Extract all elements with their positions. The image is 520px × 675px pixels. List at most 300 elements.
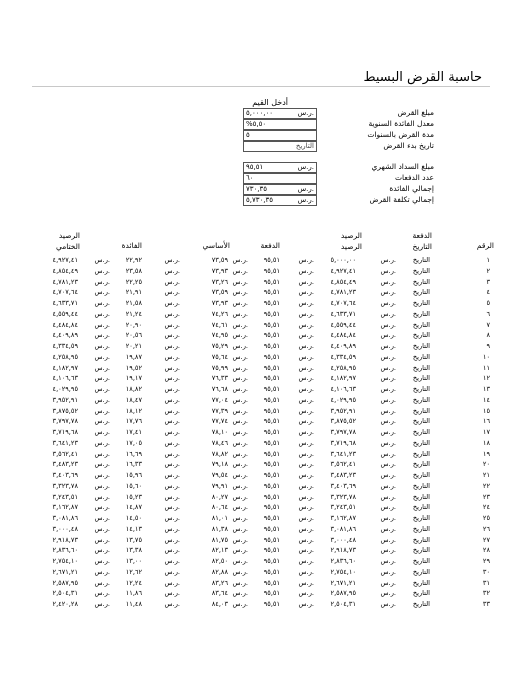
cell-payment-currency: ر.س. (298, 256, 314, 264)
cell-date: التاريخ (412, 471, 430, 479)
cell-principal-currency-b: ر.س. (164, 449, 180, 458)
cell-principal-currency-b: ر.س. (164, 288, 180, 297)
cell-date: التاريخ (412, 589, 430, 598)
cell-payment-currency: ر.س. (298, 320, 314, 329)
cell-payment-currency: ر.س. (298, 342, 314, 350)
loan-amount-field[interactable] (243, 108, 317, 119)
cell-date: التاريخ (412, 277, 430, 286)
cell-date: التاريخ (412, 342, 430, 350)
cell-begin-currency: ر.س. (380, 352, 396, 361)
cell-principal-currency-b: ر.س. (164, 567, 180, 576)
cell-principal-currency-b: ر.س. (164, 320, 180, 329)
cell-ending-balance: ٤,٤٨٤,٨٤ (52, 320, 78, 329)
cell-end-currency: ر.س. (94, 460, 110, 469)
table-row (0, 373, 520, 383)
cell-begin-balance: ٤,٧٨١,٢٣ (330, 288, 356, 297)
cell-principal: ٧٥,٩٩ (211, 363, 228, 372)
cell-principal: ٨١,٣٨ (211, 524, 228, 533)
cell-end-currency: ر.س. (94, 406, 110, 415)
cell-principal: ٧٤,٩٥ (211, 331, 228, 340)
cell-begin-currency: ر.س. (380, 557, 396, 565)
table-row (0, 341, 520, 351)
interest-rate-field[interactable] (243, 119, 317, 130)
cell-principal: ٧٣,٢٦ (211, 277, 228, 286)
cell-date: التاريخ (412, 299, 430, 307)
cell-principal-currency: ر.س. (232, 299, 248, 307)
cell-payment: ٩٥,٥١ (263, 385, 280, 393)
loan-amount-currency: ر.س. (297, 109, 314, 117)
cell-principal-currency: ر.س. (232, 385, 248, 393)
cell-number: ٢٥ (482, 514, 490, 522)
cell-end-currency: ر.س. (94, 363, 110, 372)
cell-end-currency: ر.س. (94, 395, 110, 404)
cell-ending-balance: ٢,٤٢٠,٢٨ (52, 600, 78, 608)
cell-principal-currency-b: ر.س. (164, 406, 180, 415)
cell-number: ٢١ (482, 471, 490, 479)
cell-number: ٤ (486, 288, 490, 297)
cell-begin-balance: ٤,٠٢٩,٩٥ (330, 395, 356, 404)
cell-begin-balance: ٢,٧٥٤,١٠ (330, 567, 356, 576)
cell-begin-balance: ٣,٣٢٣,٧٨ (330, 492, 356, 501)
cell-interest: ١٥,٩٦ (125, 471, 142, 479)
table-row (0, 449, 520, 459)
cell-payment-currency: ر.س. (298, 374, 314, 383)
cell-begin-currency: ر.س. (380, 514, 396, 522)
cell-ending-balance: ٣,٦٤١,٢٣ (52, 438, 78, 447)
cell-ending-balance: ٤,٩٢٧,٤١ (52, 256, 78, 264)
cell-payment-currency: ر.س. (298, 309, 314, 318)
cell-ending-balance: ٣,٨٧٥,٥٢ (52, 406, 78, 415)
cell-interest: ٢١,٩١ (125, 288, 142, 297)
cell-begin-balance: ٢,٥٠٤,٣١ (330, 600, 356, 608)
cell-date: التاريخ (412, 363, 430, 372)
cell-interest: ١٩,٥٢ (125, 363, 142, 372)
total-interest-currency: ر.س. (297, 185, 314, 193)
loan-amount-label: مبلغ القرض (397, 108, 434, 117)
cell-principal-currency: ر.س. (232, 471, 248, 479)
cell-end-currency: ر.س. (94, 492, 110, 501)
loan-amount-value: ٥,٠٠٠,٠٠ (246, 109, 274, 117)
cell-principal: ٨٢,٥٠ (211, 557, 228, 565)
cell-begin-balance: ٣,٤٨٣,٢٣ (330, 471, 356, 479)
cell-begin-currency: ر.س. (380, 503, 396, 512)
cell-payment-currency: ر.س. (298, 471, 314, 479)
cell-end-currency: ر.س. (94, 374, 110, 383)
cell-begin-balance: ٢,٥٨٧,٩٥ (330, 589, 356, 598)
cell-date: التاريخ (412, 309, 430, 318)
cell-number: ٢٦ (482, 524, 490, 533)
cell-ending-balance: ٤,٦٣٣,٧١ (52, 299, 78, 307)
cell-begin-balance: ٣,١٦٢,٨٧ (330, 514, 356, 522)
cell-date: التاريخ (412, 320, 430, 329)
table-row (0, 363, 520, 373)
cell-principal-currency: ر.س. (232, 600, 248, 608)
cell-principal-currency: ر.س. (232, 320, 248, 329)
cell-end-currency: ر.س. (94, 417, 110, 426)
cell-number: ٢٤ (482, 503, 490, 512)
cell-begin-currency: ر.س. (380, 288, 396, 297)
payment-count-value: ٦٠ (246, 174, 254, 182)
cell-payment-currency: ر.س. (298, 277, 314, 286)
cell-begin-currency: ر.س. (380, 309, 396, 318)
cell-payment: ٩٥,٥١ (263, 288, 280, 297)
cell-interest: ١٥,٢٣ (125, 492, 142, 501)
cell-begin-currency: ر.س. (380, 578, 396, 587)
table-row (0, 599, 520, 609)
cell-principal: ٧٣,٥٩ (211, 256, 228, 264)
cell-principal: ٧٩,٥٤ (211, 471, 228, 479)
cell-principal-currency: ر.س. (232, 428, 248, 436)
cell-payment: ٩٥,٥١ (263, 589, 280, 598)
table-row (0, 567, 520, 577)
cell-principal: ٨٣,٢٦ (211, 578, 228, 587)
table-row (0, 492, 520, 502)
cell-interest: ١٦,٣٣ (125, 460, 142, 469)
cell-payment: ٩٥,٥١ (263, 363, 280, 372)
cell-principal-currency: ر.س. (232, 557, 248, 565)
cell-begin-currency: ر.س. (380, 395, 396, 404)
payment-count-field (243, 173, 317, 184)
cell-principal-currency-b: ر.س. (164, 524, 180, 533)
cell-principal-currency: ر.س. (232, 589, 248, 598)
cell-end-currency: ر.س. (94, 449, 110, 458)
cell-principal-currency-b: ر.س. (164, 352, 180, 361)
cell-begin-currency: ر.س. (380, 438, 396, 447)
cell-payment: ٩٥,٥١ (263, 374, 280, 383)
cell-ending-balance: ٤,٢٥٨,٩٥ (52, 352, 78, 361)
cell-payment-currency: ر.س. (298, 567, 314, 576)
cell-date: التاريخ (412, 460, 430, 469)
cell-begin-currency: ر.س. (380, 471, 396, 479)
cell-begin-balance: ٢,٩١٨,٧٣ (330, 546, 356, 555)
cell-principal-currency-b: ر.س. (164, 492, 180, 501)
cell-ending-balance: ٢,٦٧١,٢١ (52, 567, 78, 576)
cell-begin-currency: ر.س. (380, 428, 396, 436)
cell-end-currency: ر.س. (94, 385, 110, 393)
cell-payment-currency: ر.س. (298, 481, 314, 490)
cell-begin-currency: ر.س. (380, 320, 396, 329)
start-date-value: التاريخ (295, 142, 314, 150)
cell-begin-currency: ر.س. (380, 524, 396, 533)
cell-payment-currency: ر.س. (298, 589, 314, 598)
cell-ending-balance: ٣,٢٤٣,٥١ (52, 492, 78, 501)
cell-date: التاريخ (412, 374, 430, 383)
cell-ending-balance: ٤,٧٨١,٢٣ (52, 277, 78, 286)
table-row (0, 277, 520, 287)
cell-principal-currency: ر.س. (232, 460, 248, 469)
table-row (0, 545, 520, 555)
cell-date: التاريخ (412, 503, 430, 512)
cell-begin-balance: ٣,٢٤٣,٥١ (330, 503, 356, 512)
cell-begin-balance: ٣,٠٠٠,٤٨ (330, 535, 356, 544)
cell-begin-balance: ٤,٤٨٤,٨٤ (330, 331, 356, 340)
cell-date: التاريخ (412, 288, 430, 297)
cell-payment-currency: ر.س. (298, 331, 314, 340)
cell-principal-currency: ر.س. (232, 567, 248, 576)
cell-end-currency: ر.س. (94, 481, 110, 490)
cell-principal-currency-b: ر.س. (164, 481, 180, 490)
cell-principal-currency-b: ر.س. (164, 256, 180, 264)
cell-date: التاريخ (412, 352, 430, 361)
cell-ending-balance: ٤,٥٥٩,٤٤ (52, 309, 78, 318)
interest-rate-value: %٥,٥٠ (246, 120, 267, 128)
start-date-label: تاريخ بدء القرض (383, 141, 434, 150)
cell-number: ٣٣ (482, 600, 490, 608)
cell-begin-currency: ر.س. (380, 342, 396, 350)
cell-principal-currency-b: ر.س. (164, 342, 180, 350)
cell-principal-currency-b: ر.س. (164, 514, 180, 522)
cell-interest: ١٩,٨٧ (125, 352, 142, 361)
cell-principal-currency-b: ر.س. (164, 428, 180, 436)
cell-payment: ٩٥,٥١ (263, 277, 280, 286)
cell-principal-currency-b: ر.س. (164, 460, 180, 469)
cell-end-currency: ر.س. (94, 546, 110, 555)
table-row (0, 535, 520, 545)
cell-principal-currency-b: ر.س. (164, 266, 180, 275)
cell-payment: ٩٥,٥١ (263, 481, 280, 490)
cell-end-currency: ر.س. (94, 352, 110, 361)
cell-ending-balance: ٢,٩١٨,٧٣ (52, 535, 78, 544)
cell-ending-balance: ٢,٨٣٦,٦٠ (52, 546, 78, 555)
cell-begin-balance: ٣,٦٤١,٢٣ (330, 449, 356, 458)
cell-principal: ٧٥,٦٤ (211, 352, 228, 361)
header-principal: الأساسي (202, 241, 230, 250)
cell-payment: ٩٥,٥١ (263, 352, 280, 361)
cell-principal-currency: ر.س. (232, 374, 248, 383)
cell-end-currency: ر.س. (94, 342, 110, 350)
cell-payment: ٩٥,٥١ (263, 428, 280, 436)
cell-date: التاريخ (412, 535, 430, 544)
cell-ending-balance: ٣,٧٩٧,٧٨ (52, 417, 78, 426)
cell-begin-balance: ٣,٨٧٥,٥٢ (330, 417, 356, 426)
cell-number: ٢٢ (482, 481, 490, 490)
cell-payment: ٩٥,٥١ (263, 578, 280, 587)
payment-count-label: عدد الدفعات (395, 173, 434, 182)
cell-principal-currency: ر.س. (232, 352, 248, 361)
cell-begin-currency: ر.س. (380, 406, 396, 415)
start-date-field[interactable] (243, 141, 317, 152)
cell-begin-balance: ٣,٧١٩,٦٨ (330, 438, 356, 447)
cell-begin-currency: ر.س. (380, 589, 396, 598)
cell-date: التاريخ (412, 524, 430, 533)
total-cost-label: إجمالي تكلفة القرض (369, 195, 434, 204)
cell-principal-currency: ر.س. (232, 578, 248, 587)
cell-principal-currency-b: ر.س. (164, 417, 180, 426)
loan-term-field[interactable] (243, 130, 317, 141)
cell-principal-currency-b: ر.س. (164, 600, 180, 608)
cell-principal-currency: ر.س. (232, 256, 248, 264)
cell-end-currency: ر.س. (94, 256, 110, 264)
cell-principal-currency-b: ر.س. (164, 385, 180, 393)
cell-interest: ١٧,٤١ (125, 428, 142, 436)
cell-begin-balance: ٤,١٠٦,٦٣ (330, 385, 356, 393)
cell-payment-currency: ر.س. (298, 514, 314, 522)
cell-date: التاريخ (412, 600, 430, 608)
monthly-payment-currency: ر.س. (297, 163, 314, 171)
cell-payment: ٩٥,٥١ (263, 299, 280, 307)
cell-interest: ٢٠,٥٦ (125, 331, 142, 340)
cell-principal-currency: ر.س. (232, 395, 248, 404)
total-cost-value: ٥,٧٣٠,٣٥ (246, 196, 274, 204)
cell-principal: ٨٠,٢٧ (211, 492, 228, 501)
cell-principal: ٨٢,٨٨ (211, 567, 228, 576)
cell-interest: ١٣,٧٥ (125, 535, 142, 544)
cell-date: التاريخ (412, 266, 430, 275)
cell-begin-currency: ر.س. (380, 546, 396, 555)
table-row (0, 395, 520, 405)
cell-interest: ٢٠,٢١ (125, 342, 142, 350)
cell-payment: ٩٥,٥١ (263, 266, 280, 275)
cell-interest: ١٩,١٧ (125, 374, 142, 383)
cell-begin-balance: ٣,٤٠٣,٦٩ (330, 481, 356, 490)
cell-principal: ٧٨,١٠ (211, 428, 228, 436)
cell-payment: ٩٥,٥١ (263, 309, 280, 318)
cell-date: التاريخ (412, 449, 430, 458)
cell-end-currency: ر.س. (94, 557, 110, 565)
table-row (0, 384, 520, 394)
cell-number: ١٦ (482, 417, 490, 426)
cell-payment: ٩٥,٥١ (263, 406, 280, 415)
cell-principal: ٧٨,٨٢ (211, 449, 228, 458)
cell-ending-balance: ٣,١٦٢,٨٧ (52, 503, 78, 512)
cell-end-currency: ر.س. (94, 578, 110, 587)
cell-principal-currency: ر.س. (232, 342, 248, 350)
cell-principal-currency-b: ر.س. (164, 299, 180, 307)
cell-number: ٢ (486, 266, 490, 275)
cell-begin-balance: ٤,٩٢٧,٤١ (330, 266, 356, 275)
cell-ending-balance: ٣,٩٥٢,٩١ (52, 395, 78, 404)
cell-number: ٥ (486, 299, 490, 307)
cell-principal-currency-b: ر.س. (164, 363, 180, 372)
cell-payment: ٩٥,٥١ (263, 535, 280, 544)
cell-date: التاريخ (412, 557, 430, 565)
table-row (0, 298, 520, 308)
cell-interest: ٢٠,٩٠ (125, 320, 142, 329)
header-payment-date: الدفعة التاريخ (412, 231, 432, 251)
cell-end-currency: ر.س. (94, 567, 110, 576)
cell-number: ١٠ (482, 352, 490, 361)
cell-interest: ١٨,٤٧ (125, 395, 142, 404)
cell-number: ٢٧ (482, 535, 490, 544)
table-row (0, 588, 520, 598)
cell-end-currency: ر.س. (94, 589, 110, 598)
cell-number: ٢٣ (482, 492, 490, 501)
cell-interest: ٢٢,٩٢ (125, 256, 142, 264)
cell-principal-currency-b: ر.س. (164, 374, 180, 383)
cell-interest: ١١,٤٨ (125, 600, 142, 608)
table-row (0, 287, 520, 297)
total-interest-label: إجمالي الفائدة (389, 184, 434, 193)
cell-principal: ٧٦,٣٣ (211, 374, 228, 383)
cell-interest: ١٨,٨٢ (125, 385, 142, 393)
cell-ending-balance: ٢,٥٨٧,٩٥ (52, 578, 78, 587)
cell-principal: ٧٦,٦٨ (211, 385, 228, 393)
cell-end-currency: ر.س. (94, 288, 110, 297)
cell-payment-currency: ر.س. (298, 288, 314, 297)
cell-number: ٣٠ (482, 567, 490, 576)
cell-ending-balance: ٣,٧١٩,٦٨ (52, 428, 78, 436)
cell-principal-currency-b: ر.س. (164, 395, 180, 404)
cell-principal-currency: ر.س. (232, 524, 248, 533)
cell-payment: ٩٥,٥١ (263, 600, 280, 608)
cell-begin-balance: ٢,٦٧١,٢١ (330, 578, 356, 587)
cell-ending-balance: ٣,٤٨٣,٢٣ (52, 460, 78, 469)
cell-payment-currency: ر.س. (298, 557, 314, 565)
cell-payment: ٩٥,٥١ (263, 438, 280, 447)
cell-principal-currency: ر.س. (232, 277, 248, 286)
table-row (0, 556, 520, 566)
cell-end-currency: ر.س. (94, 299, 110, 307)
cell-end-currency: ر.س. (94, 320, 110, 329)
cell-begin-currency: ر.س. (380, 374, 396, 383)
cell-payment: ٩٥,٥١ (263, 514, 280, 522)
cell-date: التاريخ (412, 406, 430, 415)
table-row (0, 502, 520, 512)
cell-principal-currency: ر.س. (232, 514, 248, 522)
table-row (0, 438, 520, 448)
cell-principal-currency: ر.س. (232, 492, 248, 501)
cell-principal: ٨١,٠١ (211, 514, 228, 522)
cell-end-currency: ر.س. (94, 471, 110, 479)
cell-date: التاريخ (412, 578, 430, 587)
cell-interest: ١٢,٦٢ (125, 567, 142, 576)
cell-principal-currency: ر.س. (232, 331, 248, 340)
cell-number: ٢٨ (482, 546, 490, 555)
cell-end-currency: ر.س. (94, 503, 110, 512)
cell-interest: ١٨,١٢ (125, 406, 142, 415)
cell-number: ١٢ (482, 374, 490, 383)
loan-term-label: مدة القرض بالسنوات (367, 130, 434, 139)
cell-payment-currency: ر.س. (298, 385, 314, 393)
cell-principal-currency: ر.س. (232, 481, 248, 490)
cell-number: ٦ (486, 309, 490, 318)
cell-principal-currency-b: ر.س. (164, 277, 180, 286)
cell-number: ١٧ (482, 428, 490, 436)
cell-principal-currency-b: ر.س. (164, 309, 180, 318)
cell-begin-currency: ر.س. (380, 266, 396, 275)
cell-payment: ٩٥,٥١ (263, 503, 280, 512)
cell-end-currency: ر.س. (94, 428, 110, 436)
cell-begin-balance: ٣,٠٨١,٨٦ (330, 524, 356, 533)
cell-begin-currency: ر.س. (380, 492, 396, 501)
cell-date: التاريخ (412, 546, 430, 555)
cell-ending-balance: ٣,٥٦٢,٤١ (52, 449, 78, 458)
table-row (0, 459, 520, 469)
header-number: الرقم (476, 241, 494, 250)
cell-ending-balance: ٤,٠٢٩,٩٥ (52, 385, 78, 393)
cell-principal: ٨٤,٠٣ (211, 600, 228, 608)
table-row (0, 416, 520, 426)
cell-interest: ١٢,٢٤ (125, 578, 142, 587)
cell-payment: ٩٥,٥١ (263, 460, 280, 469)
cell-principal-currency: ر.س. (232, 546, 248, 555)
page-title: حاسبة القرض البسيط (363, 70, 482, 85)
cell-end-currency: ر.س. (94, 331, 110, 340)
cell-begin-currency: ر.س. (380, 299, 396, 307)
cell-begin-balance: ٤,٨٥٤,٤٩ (330, 277, 356, 286)
cell-date: التاريخ (412, 492, 430, 501)
cell-begin-currency: ر.س. (380, 481, 396, 490)
cell-date: التاريخ (412, 514, 430, 522)
cell-interest: ١١,٨٦ (125, 589, 142, 598)
cell-begin-currency: ر.س. (380, 277, 396, 286)
cell-principal-currency: ر.س. (232, 449, 248, 458)
table-row (0, 255, 520, 265)
cell-principal-currency-b: ر.س. (164, 438, 180, 447)
cell-number: ٣ (486, 277, 490, 286)
cell-interest: ١٧,٠٥ (125, 438, 142, 447)
cell-principal-currency-b: ر.س. (164, 331, 180, 340)
